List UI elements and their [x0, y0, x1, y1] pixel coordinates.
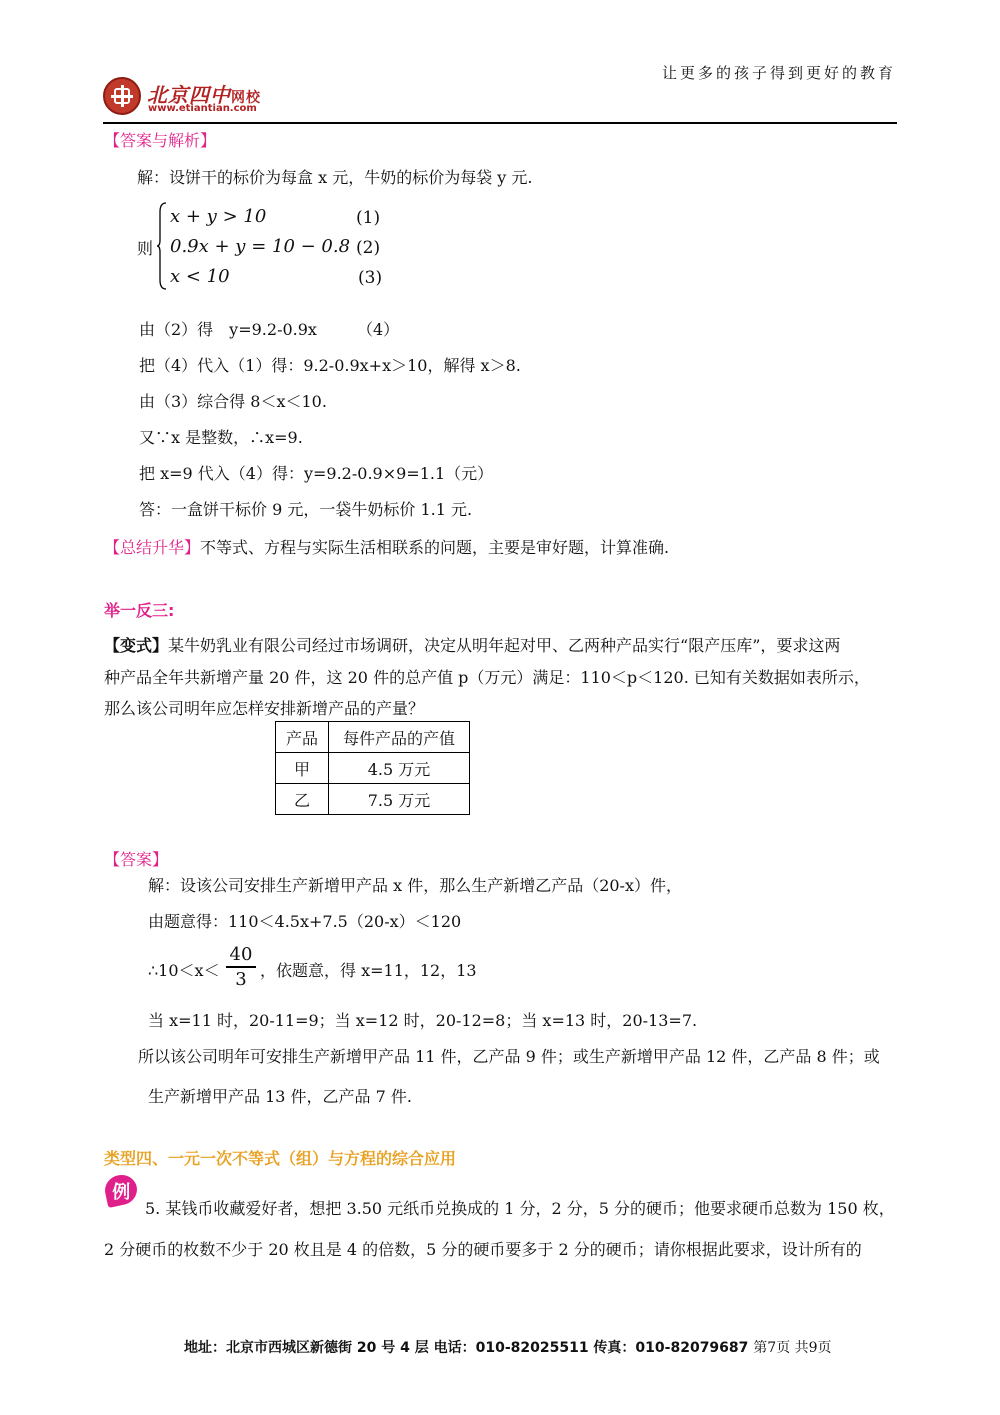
- fraction-40-over-3: [224, 944, 258, 990]
- practice-title: 举一反三:: [104, 601, 175, 620]
- answer2-line-4: 当 x=11 时，20-11=9；当 x=12 时，20-12=8；当 x=13 时，20-13=7.: [148, 1011, 698, 1030]
- table-row: [276, 784, 470, 815]
- summary-text: 不等式、方程与实际生活相联系的问题，主要是审好题，计算准确.: [200, 538, 670, 557]
- answer2-line-6: 生产新增甲产品 13 件，乙产品 7 件.: [148, 1087, 412, 1106]
- footer: [184, 1337, 832, 1357]
- table-cell: 甲: [276, 753, 329, 784]
- type4-title: 类型四、一元一次不等式（组）与方程的综合应用: [104, 1149, 457, 1168]
- equation-3-number: (3): [358, 268, 383, 288]
- type4-line-2: 2 分硬币的枚数不少于 20 枚且是 4 的倍数，5 分的硬币要多于 2 分的硬币；请你根据此要求，设计所有的: [104, 1240, 862, 1259]
- equation-2: 0.9x + y = 10 − 0.8: [170, 236, 351, 257]
- equation-3: x < 10: [170, 266, 230, 287]
- answer-tag: 【答案】: [104, 850, 169, 869]
- step-1: 由（2）得 y=9.2-0.9x （4）: [139, 320, 400, 339]
- table-cell: 乙: [276, 784, 329, 815]
- equation-2-number: (2): [356, 238, 381, 258]
- equation-1-number: (1): [356, 208, 381, 228]
- step-2: 把（4）代入（1）得：9.2-0.9x+x＞10，解得 x＞8.: [139, 356, 521, 375]
- variant-line-3: 那么该公司明年应怎样安排新增产品的产量？: [104, 699, 425, 718]
- school-logo-icon: [103, 77, 141, 115]
- table-cell: 7.5 万元: [329, 784, 470, 815]
- variant-text-1: 某牛奶乳业有限公司经过市场调研，决定从明年起对甲、乙两种产品实行“限产压库”，要求这两: [168, 636, 841, 655]
- answer2-line-3-pre: ∴10＜x＜: [148, 961, 220, 980]
- slogan: 让更多的孩子得到更好的教育: [661, 64, 896, 82]
- table-header-row: [276, 722, 470, 753]
- step-5: 把 x=9 代入（4）得：y=9.2-0.9×9=1.1（元）: [139, 464, 494, 483]
- solution-intro: 解：设饼干的标价为每盒 x 元，牛奶的标价为每袋 y 元.: [137, 168, 533, 187]
- answer-analysis-tag: 【答案与解析】: [104, 131, 217, 150]
- step-6: 答：一盒饼干标价 9 元，一袋牛奶标价 1.1 元.: [139, 500, 473, 519]
- table-cell: 4.5 万元: [329, 753, 470, 784]
- summary-tag: 【总结升华】: [104, 538, 201, 557]
- step-4: 又∵x 是整数，∴x=9.: [139, 428, 303, 447]
- fraction-denominator: 3: [235, 968, 247, 990]
- page-indicator: 第7页 共9页: [753, 1340, 832, 1356]
- answer2-line-5: 所以该公司明年可安排生产新增甲产品 11 件，乙产品 9 件；或生产新增甲产品 12 件，乙产品 8 件；或: [138, 1047, 880, 1066]
- logo-name: 北京四中网校: [147, 83, 261, 107]
- example-badge-icon: 例: [102, 1172, 140, 1208]
- system-prefix: 则: [137, 239, 154, 258]
- header-divider: [103, 122, 897, 124]
- answer2-line-3-post: ，依题意，得 x=11，12，13: [260, 961, 477, 980]
- fraction-numerator: 40: [229, 944, 253, 965]
- table-row: [276, 753, 470, 784]
- equation-1: x + y > 10: [170, 206, 267, 227]
- variant-tag: 【变式】: [104, 636, 169, 655]
- footer-address: 地址：北京市西城区新德街 20 号 4 层 电话：010-82025511 传真：010-82079687: [184, 1340, 749, 1356]
- answer2-line-2: 由题意得：110＜4.5x+7.5（20-x）＜120: [148, 912, 462, 931]
- logo-url[interactable]: www.etiantian.com: [148, 103, 257, 114]
- type4-line-1: 5. 某钱币收藏爱好者，想把 3.50 元纸币兑换成的 1 分，2 分，5 分的硬币；他要求硬币总数为 150 枚，: [145, 1199, 895, 1218]
- table-header-cell: 产品: [276, 722, 329, 753]
- variant-line-2: 种产品全年共新增产量 20 件，这 20 件的总产值 p（万元）满足：110＜p＜120. 已知有关数据如表所示，: [104, 668, 870, 687]
- fraction-bar: [226, 966, 256, 968]
- answer2-line-1: 解：设该公司安排生产新增甲产品 x 件，那么生产新增乙产品（20-x）件，: [148, 876, 682, 895]
- left-brace-icon: [157, 202, 167, 290]
- variant-line-1: [104, 633, 840, 656]
- product-value-table: [275, 721, 470, 815]
- table-header-cell: 每件产品的产值: [329, 722, 470, 753]
- step-3: 由（3）综合得 8＜x＜10.: [139, 392, 327, 411]
- summary-line: [104, 535, 669, 558]
